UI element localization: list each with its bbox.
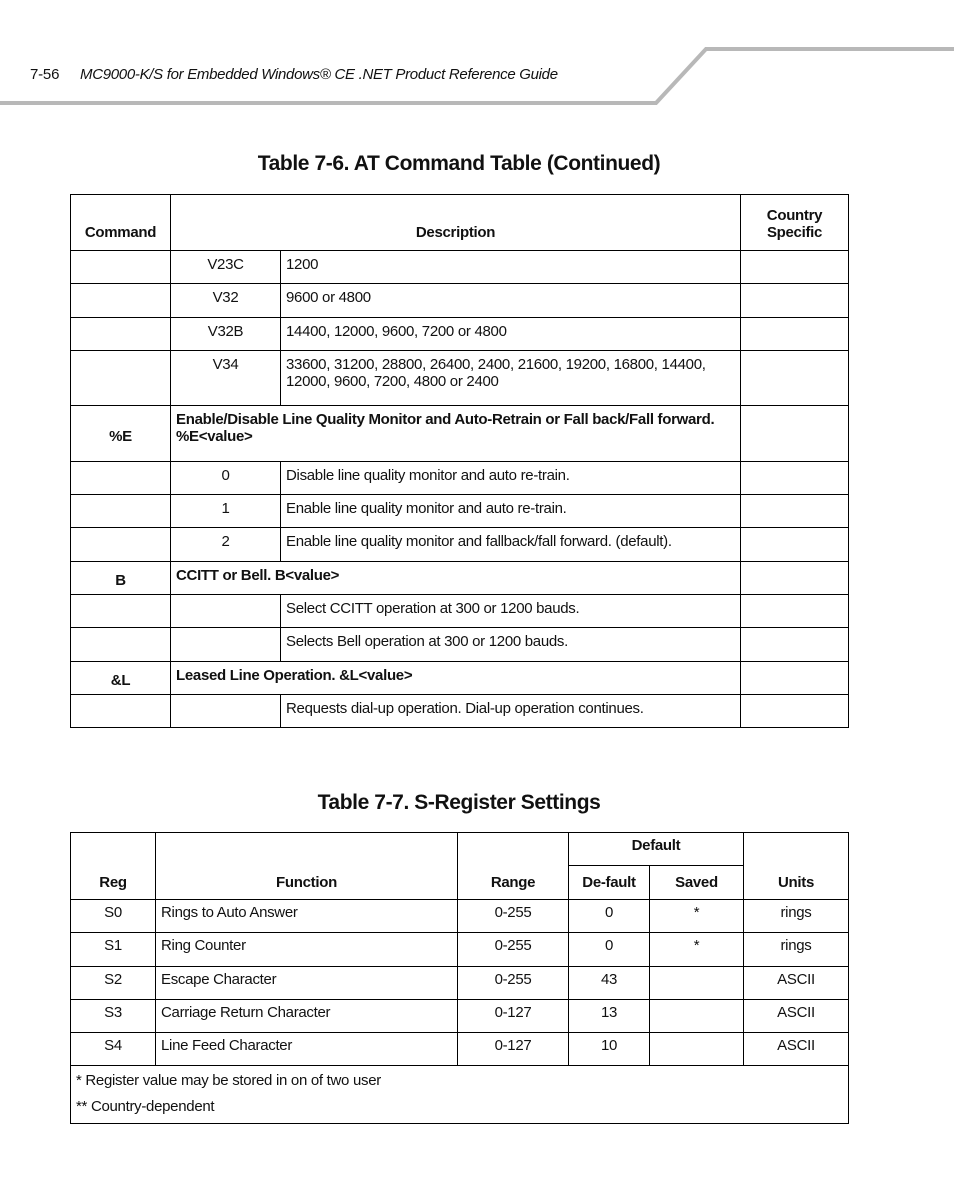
table-row — [71, 562, 849, 595]
notes-row — [71, 1066, 849, 1124]
reg-cell: S1 — [71, 933, 156, 967]
command-cell — [71, 595, 171, 628]
units-cell: ASCII — [744, 1000, 849, 1033]
option-cell: 1 — [171, 495, 281, 528]
header-range: Range — [458, 833, 569, 900]
command-cell — [71, 351, 171, 406]
notes-cell — [71, 1066, 849, 1124]
saved-cell — [650, 967, 744, 1000]
description-cell: 33600, 31200, 28800, 26400, 2400, 21600, 19200, 16800, 14400, 12000, 9600, 7200, 4800 or 2400 — [281, 351, 741, 406]
table-row — [71, 967, 849, 1000]
default-cell: 43 — [569, 967, 650, 1000]
reg-cell: S4 — [71, 1033, 156, 1066]
command-heading-cell: Enable/Disable Line Quality Monitor and Auto-Retrain or Fall back/Fall forward. %E<value> — [171, 406, 741, 462]
country-cell — [741, 318, 849, 351]
saved-cell — [650, 1033, 744, 1066]
function-cell: Line Feed Character — [156, 1033, 458, 1066]
command-cell: %E — [71, 406, 171, 462]
command-cell — [71, 284, 171, 318]
default-cell: 0 — [569, 900, 650, 933]
default-cell: 0 — [569, 933, 650, 967]
country-cell — [741, 406, 849, 462]
header-default-group: Default — [569, 833, 744, 866]
footnote: * Register value may be stored in on of two user — [76, 1072, 381, 1089]
default-cell: 10 — [569, 1033, 650, 1066]
header-reg: Reg — [71, 833, 156, 900]
table-title: Table 7-7. S-Register Settings — [317, 791, 601, 814]
country-cell — [741, 284, 849, 318]
description-cell: Enable line quality monitor and auto re-train. — [281, 495, 741, 528]
description-cell: Selects Bell operation at 300 or 1200 bauds. — [281, 628, 741, 662]
function-cell: Ring Counter — [156, 933, 458, 967]
country-cell — [741, 595, 849, 628]
country-cell — [741, 628, 849, 662]
saved-cell: * — [650, 900, 744, 933]
table-row — [71, 662, 849, 695]
table-row — [71, 284, 849, 318]
description-cell: 9600 or 4800 — [281, 284, 741, 318]
table-title: Table 7-6. AT Command Table (Continued) — [257, 152, 661, 175]
units-cell: rings — [744, 933, 849, 967]
command-cell — [71, 628, 171, 662]
reg-cell: S3 — [71, 1000, 156, 1033]
page-number: 7-56 — [30, 66, 60, 83]
description-cell: Enable line quality monitor and fallback/fall forward. (default). — [281, 528, 741, 562]
header-function: Function — [156, 833, 458, 900]
units-cell: ASCII — [744, 967, 849, 1000]
table-header-row — [71, 195, 849, 251]
option-cell — [171, 595, 281, 628]
function-cell: Escape Character — [156, 967, 458, 1000]
function-cell: Rings to Auto Answer — [156, 900, 458, 933]
at-command-table — [70, 194, 849, 728]
header-country-specific: Country Specific — [741, 195, 849, 251]
country-cell — [741, 351, 849, 406]
table-row — [71, 406, 849, 462]
option-cell: 0 — [171, 462, 281, 495]
command-heading-cell: Leased Line Operation. &L<value> — [171, 662, 741, 695]
saved-cell — [650, 1000, 744, 1033]
country-cell — [741, 662, 849, 695]
table-row — [71, 695, 849, 728]
units-cell: ASCII — [744, 1033, 849, 1066]
table-row — [71, 900, 849, 933]
description-cell: Requests dial-up operation. Dial-up operation continues. — [281, 695, 741, 728]
description-cell: Disable line quality monitor and auto re-train. — [281, 462, 741, 495]
country-cell — [741, 495, 849, 528]
table-header-row — [71, 833, 849, 866]
country-cell — [741, 562, 849, 595]
header-default: De-fault — [569, 866, 650, 900]
table-row — [71, 495, 849, 528]
description-cell: Select CCITT operation at 300 or 1200 bauds. — [281, 595, 741, 628]
option-cell: V32 — [171, 284, 281, 318]
table-row — [71, 528, 849, 562]
range-cell: 0-127 — [458, 1000, 569, 1033]
header-description: Description — [171, 195, 741, 251]
option-cell: V23C — [171, 251, 281, 284]
units-cell: rings — [744, 900, 849, 933]
command-cell — [71, 251, 171, 284]
command-cell: B — [71, 562, 171, 595]
s-register-table — [70, 832, 849, 1124]
reg-cell: S2 — [71, 967, 156, 1000]
header-units: Units — [744, 833, 849, 900]
country-cell — [741, 462, 849, 495]
country-cell — [741, 528, 849, 562]
saved-cell: * — [650, 933, 744, 967]
table-row — [71, 462, 849, 495]
guide-title: MC9000-K/S for Embedded Windows® CE .NET Product Reference Guide — [80, 66, 558, 83]
reg-cell: S0 — [71, 900, 156, 933]
command-cell — [71, 462, 171, 495]
option-cell: V32B — [171, 318, 281, 351]
option-cell — [171, 695, 281, 728]
option-cell: 2 — [171, 528, 281, 562]
range-cell: 0-127 — [458, 1033, 569, 1066]
command-heading-cell: CCITT or Bell. B<value> — [171, 562, 741, 595]
country-cell — [741, 251, 849, 284]
table-row — [71, 595, 849, 628]
command-cell — [71, 528, 171, 562]
option-cell — [171, 628, 281, 662]
header-command: Command — [71, 195, 171, 251]
command-cell — [71, 695, 171, 728]
table-row — [71, 933, 849, 967]
option-cell: V34 — [171, 351, 281, 406]
country-cell — [741, 695, 849, 728]
command-cell: &L — [71, 662, 171, 695]
description-cell: 14400, 12000, 9600, 7200 or 4800 — [281, 318, 741, 351]
description-cell: 1200 — [281, 251, 741, 284]
header-saved: Saved — [650, 866, 744, 900]
range-cell: 0-255 — [458, 933, 569, 967]
header-rule — [0, 0, 954, 110]
default-cell: 13 — [569, 1000, 650, 1033]
command-cell — [71, 318, 171, 351]
table-row — [71, 628, 849, 662]
range-cell: 0-255 — [458, 967, 569, 1000]
table-row — [71, 351, 849, 406]
command-cell — [71, 495, 171, 528]
table-row — [71, 318, 849, 351]
table-row — [71, 1033, 849, 1066]
table-row — [71, 1000, 849, 1033]
function-cell: Carriage Return Character — [156, 1000, 458, 1033]
table-row — [71, 251, 849, 284]
range-cell: 0-255 — [458, 900, 569, 933]
footnote: ** Country-dependent — [76, 1098, 215, 1115]
